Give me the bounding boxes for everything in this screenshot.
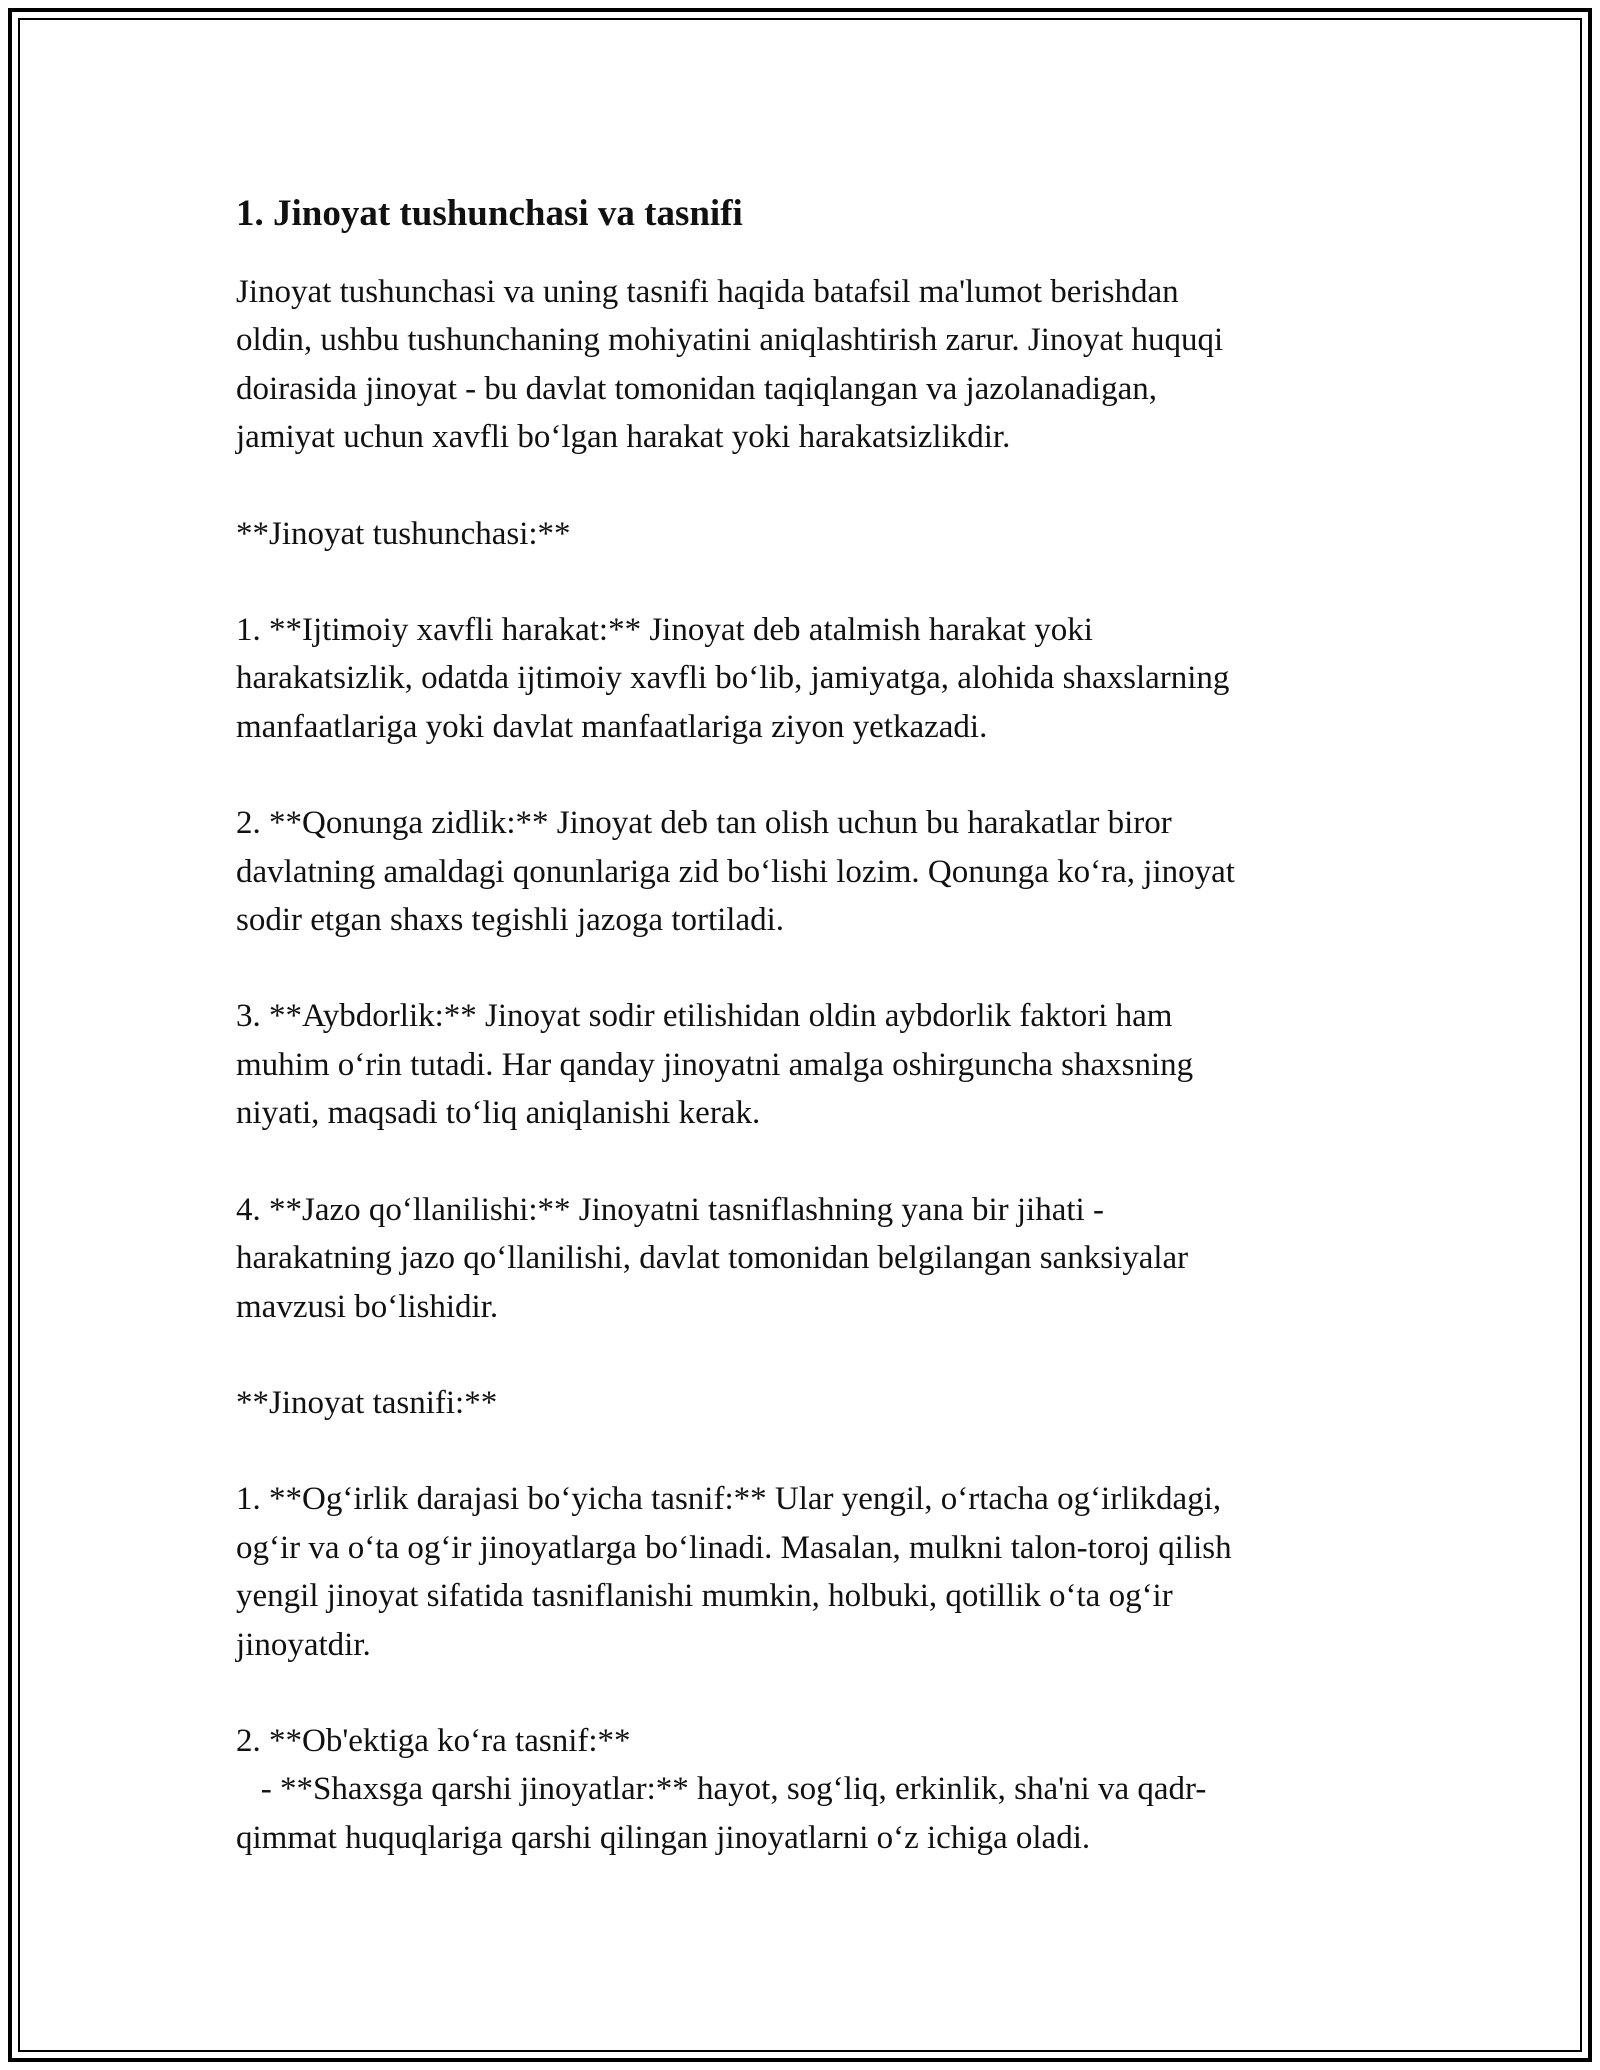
concept-subheading: **Jinoyat tushunchasi:**: [236, 515, 571, 552]
concept-item-4: 4. **Jazo qoʻllanilishi:** Jinoyatni tasniflashning yana bir jihati - harakatning jazo qoʻllanilishi, davlat tomonidan belgilangan sanksiyalar mavzusi boʻlishidir.: [236, 1191, 1189, 1325]
section-heading: 1. Jinoyat tushunchasi va tasnifi: [236, 193, 743, 234]
classification-subheading: **Jinoyat tasnifi:**: [236, 1384, 498, 1421]
concept-item-3: 3. **Aybdorlik:** Jinoyat sodir etilishidan oldin aybdorlik faktori ham muhim oʻrin tutadi. Har qanday jinoyatni amalga oshirguncha shaxsning niyati, maqsadi toʻliq aniqlanishi kerak.: [236, 998, 1194, 1132]
intro-paragraph: Jinoyat tushunchasi va uning tasnifi haqida batafsil ma'lumot berishdan oldin, ushbu tushunchaning mohiyatini aniqlashtirish zarur. Jinoyat huquqi doirasida jinoyat - bu davlat tomonidan taqiqlangan va jazolanadigan, jamiyat uchun xavfli boʻlgan harakat yoki harakatsizlikdir.: [236, 274, 1224, 456]
concept-item-2: 2. **Qonunga zidlik:** Jinoyat deb tan olish uchun bu harakatlar biror davlatning amaldagi qonunlariga zid boʻlishi lozim. Qonunga koʻra, jinoyat sodir etgan shaxs tegishli jazoga tortiladi.: [236, 805, 1235, 939]
classification-item-1: 1. **Ogʻirlik darajasi boʻyicha tasnif:** Ular yengil, oʻrtacha ogʻirlikdagi, ogʻir va oʻta ogʻir jinoyatlarga boʻlinadi. Masalan, mulkni talon-toroj qilish yengil jinoyat sifatida tasniflanishi mumkin, holbuki, qotillik oʻta ogʻir jinoyatdir.: [236, 1481, 1232, 1663]
document-body: [236, 186, 1366, 1862]
concept-item-1: 1. **Ijtimoiy xavfli harakat:** Jinoyat deb atalmish harakat yoki harakatsizlik, odatda ijtimoiy xavfli boʻlib, jamiyatga, alohida shaxslarning manfaatlariga yoki davlat manfaatlariga ziyon yetkazadi.: [236, 612, 1230, 745]
classification-item-2: 2. **Ob'ektiga koʻra tasnif:** - **Shaxsga qarshi jinoyatlar:** hayot, sogʻliq, erkinlik, sha'ni va qadr- qimmat huquqlariga qarshi qilingan jinoyatlarni oʻz ichiga oladi.: [236, 1722, 1207, 1856]
